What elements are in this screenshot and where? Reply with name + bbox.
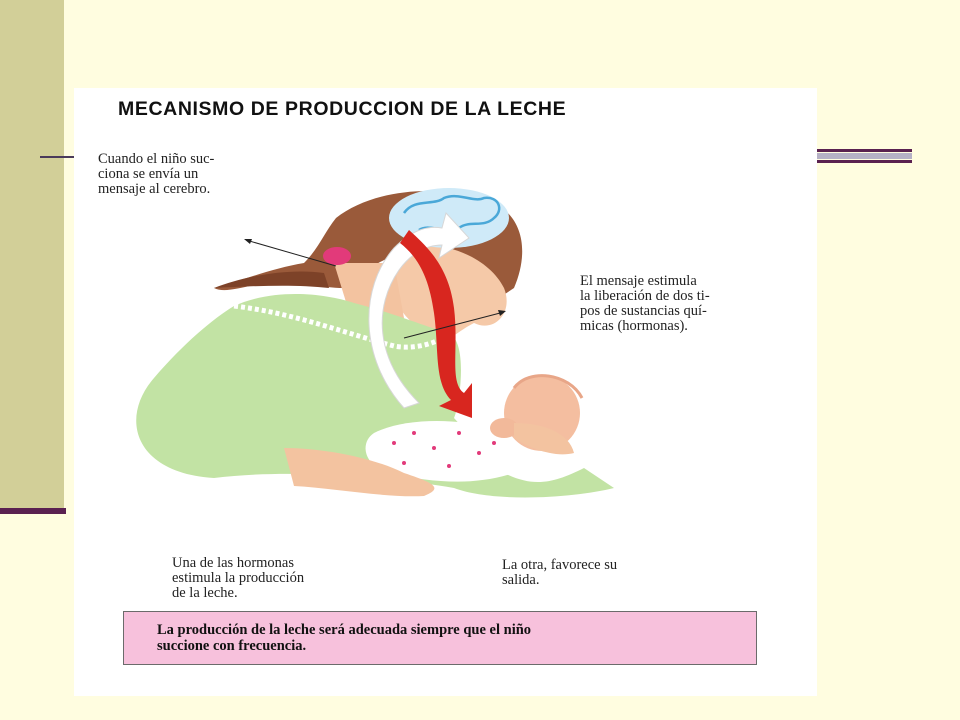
note-line: succione con frecuencia. [157,638,307,654]
caption-line: salida. [502,572,540,588]
caption-line: El mensaje estimula [580,273,697,289]
caption-line: estimula la producción [172,570,305,586]
decorative-rule-right [812,149,912,165]
caption-line: Una de las hormonas [172,555,295,571]
caption-line: ciona se envía un [98,166,199,182]
caption-line: la liberación de dos ti- [580,288,710,304]
summary-note-box [123,611,757,665]
decorative-bar-accent [0,508,66,514]
caption-line: La otra, favorece su [502,557,618,573]
caption-production [172,556,392,601]
note-line: La producción de la leche será adecuada siempre que el niño [157,622,532,638]
caption-stimulus [580,274,792,334]
caption-line: pos de sustancias quí- [580,303,707,319]
illustration-panel [74,88,817,696]
caption-line: mensaje al cerebro. [98,181,211,197]
caption-suckle [98,152,306,197]
decorative-side-bar [0,0,64,510]
caption-line: de la leche. [172,585,238,601]
caption-line: Cuando el niño suc- [98,151,215,167]
hair-tie [323,247,351,265]
caption-line: micas (hormonas). [580,318,688,334]
caption-release [502,558,712,588]
diagram-title: MECANISMO DE PRODUCCION DE LA LECHE [118,98,567,120]
